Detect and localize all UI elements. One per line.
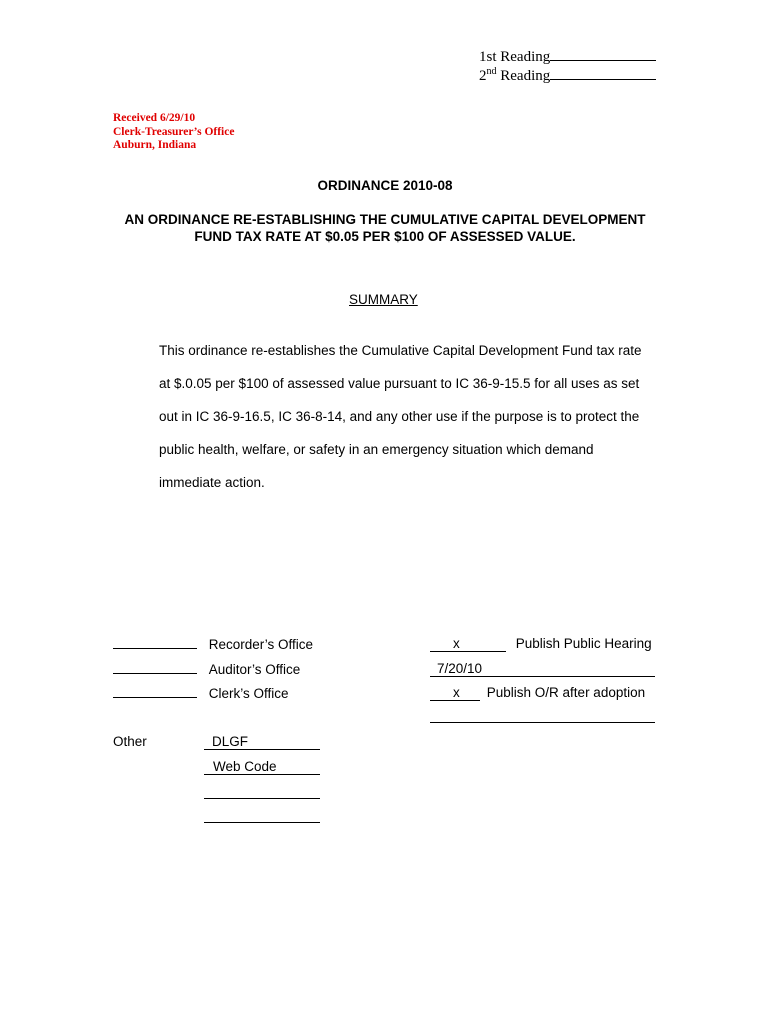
web-code-label: Web Code [213,759,277,774]
received-date: Received 6/29/10 [113,112,196,124]
other-label: Other [113,734,147,749]
first-reading-blank [550,47,656,61]
summary-line: out in IC 36-9-16.5, IC 36-8-14, and any other use if the purpose is to protect the [159,409,640,424]
received-office: Clerk-Treasurer’s Office [113,125,235,138]
summary-line: This ordinance re-establishes the Cumulative Capital Development Fund tax rate [159,343,642,358]
clerk-row [113,684,289,703]
clerk-label: Clerk’s Office [208,686,289,701]
blank-line [430,722,655,723]
summary-line: immediate action. [159,475,265,490]
first-reading-line [479,47,656,66]
received-stamp [113,112,234,153]
publish-hearing-label: Publish Public Hearing [515,636,652,651]
clerk-blank [113,684,197,698]
auditor-label: Auditor’s Office [208,662,301,677]
ordinance-title [0,211,770,245]
hearing-date-row [430,660,655,677]
second-reading-sup: nd [486,66,497,77]
web-code-row [204,758,320,775]
auditor-row [113,660,300,679]
ordinance-title-line1: AN ORDINANCE RE-ESTABLISHING THE CUMULATIVE CAPITAL DEVELOPMENT [124,212,646,227]
publish-or-label: Publish O/R after adoption [486,685,646,700]
first-reading-label: 1st Reading [479,49,551,65]
ordinance-number: ORDINANCE 2010-08 [317,178,453,193]
second-reading-blank [550,66,656,80]
received-location: Auburn, Indiana [113,139,197,151]
second-reading-line [479,66,656,85]
publish-or-blank [430,684,480,701]
recorder-blank [113,635,197,649]
publish-hearing-blank [430,635,506,652]
summary-paragraph [159,334,642,499]
hearing-date: 7/20/10 [437,661,483,676]
auditor-blank [113,660,197,674]
dlgf-label: DLGF [212,734,249,749]
ordinance-title-line2: FUND TAX RATE AT $0.05 PER $100 OF ASSESSED VALUE. [194,229,576,244]
recorder-row [113,635,313,654]
publish-or-mark: x [453,685,460,700]
blank-line [204,822,320,823]
summary-line: public health, welfare, or safety in an emergency situation which demand [159,442,594,457]
summary-heading: SUMMARY [349,292,418,307]
recorder-label: Recorder’s Office [208,637,314,652]
dlgf-row [204,733,320,750]
publish-hearing-row [430,635,652,653]
publish-hearing-mark: x [453,636,460,651]
second-reading-number: 2 [479,68,487,84]
summary-line: at $.0.05 per $100 of assessed value pursuant to IC 36-9-15.5 for all uses as set [159,376,640,391]
second-reading-label: Reading [496,68,551,84]
publish-or-row [430,684,645,702]
blank-line [204,798,320,799]
